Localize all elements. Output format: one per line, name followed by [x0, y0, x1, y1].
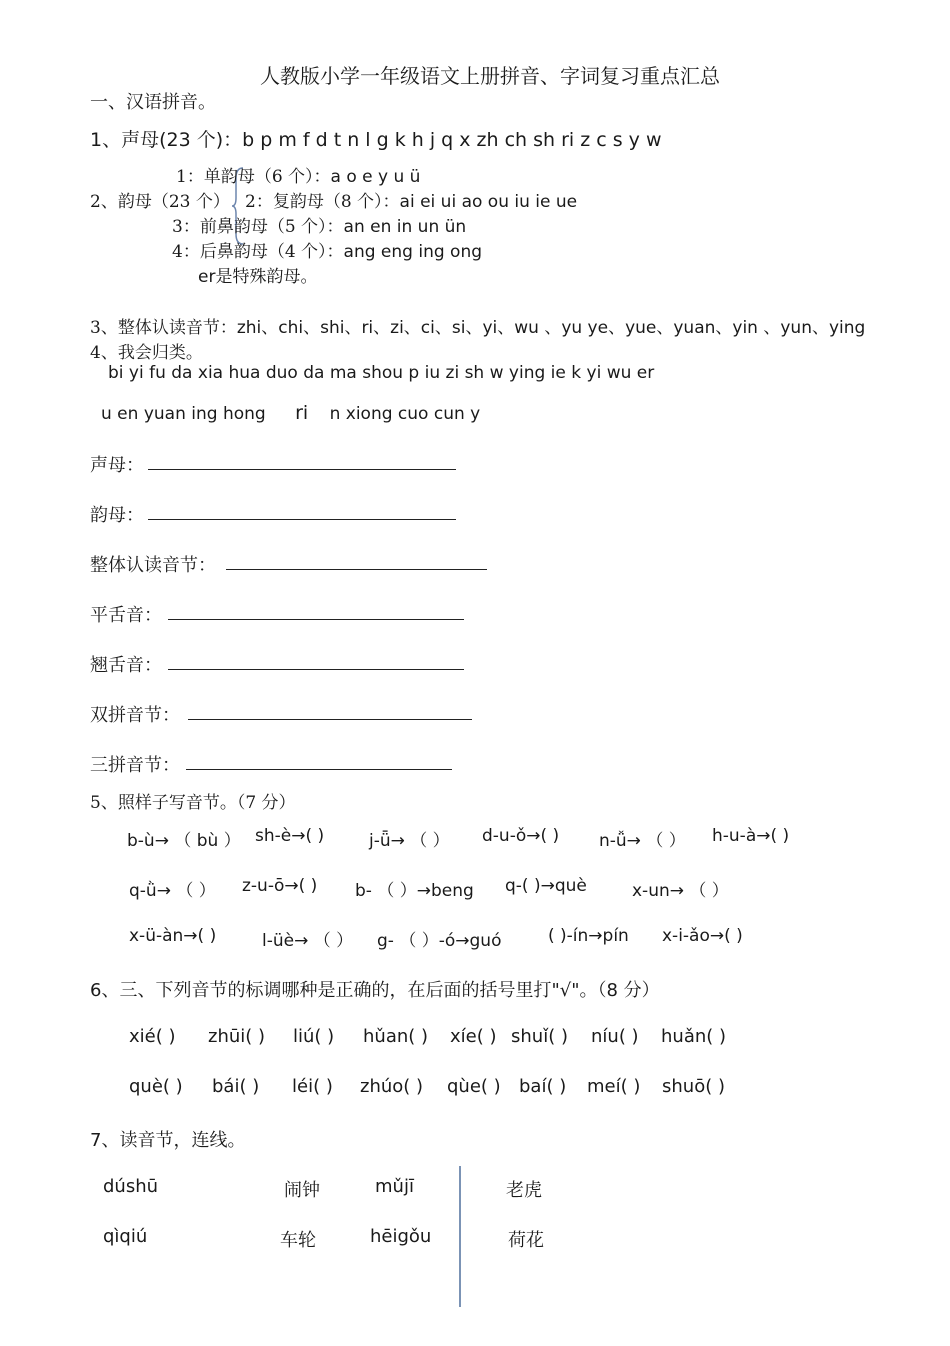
finals-line-4	[172, 237, 482, 262]
item6-cell[interactable]: zhūi( )	[208, 1026, 266, 1047]
finals-line-4-content: ang eng ing ong	[343, 242, 483, 262]
item5-cell[interactable]: l-üè→ （ ）	[262, 931, 354, 951]
item6-cell[interactable]: baí( )	[519, 1076, 567, 1097]
item6-label: 6、三、下列音节的标调哪种是正确的，在后面的括号里打"√"。（8 分）	[90, 980, 660, 1001]
item6-cell[interactable]: què( )	[129, 1076, 183, 1097]
item3-whole-syllables	[90, 313, 865, 338]
item5-cell[interactable]: h-u-à→( )	[712, 826, 790, 846]
item6-cell[interactable]: zhúo( )	[360, 1076, 424, 1097]
answer-line-three-part[interactable]	[186, 769, 452, 770]
item4-label: 4、我会归类。	[90, 343, 203, 363]
answer-line-two-part[interactable]	[188, 719, 472, 720]
section-heading-pinyin: 一、汉语拼音。	[90, 92, 216, 113]
answer-line-retroflex[interactable]	[168, 669, 464, 670]
item5-cell[interactable]: sh-è→( )	[255, 826, 325, 846]
item4-row2-ri: ri	[295, 402, 309, 424]
item6-cell[interactable]: meí( )	[587, 1076, 641, 1097]
item6-cell[interactable]: qùe( )	[447, 1076, 501, 1097]
category-label-initials: 声母：	[90, 455, 144, 476]
item3-content: zhi、chi、shi、ri、zi、ci、si、yi、wu 、yu ye、yue、yuan、yin 、yun、ying	[236, 318, 866, 338]
match-pinyin-right[interactable]: hēigǒu	[370, 1226, 432, 1247]
finals-line-3-content: an en in un ün	[343, 217, 467, 237]
item5-cell[interactable]: b- （ ）→beng	[355, 881, 474, 901]
item6-cell[interactable]: huǎn( )	[661, 1026, 727, 1047]
item6-cell[interactable]: xíe( )	[450, 1026, 497, 1047]
item4-syllables-row-2	[101, 402, 480, 424]
answer-line-flat-tongue[interactable]	[168, 619, 464, 620]
item5-cell[interactable]: z-u-ō→( )	[242, 876, 318, 896]
item6-cell[interactable]: níu( )	[591, 1026, 639, 1047]
item5-cell[interactable]: n-ǚ→ （ ）	[599, 831, 686, 851]
item6-cell[interactable]: shuō( )	[662, 1076, 725, 1097]
item5-cell[interactable]: x-ü-àn→( )	[129, 926, 217, 946]
item6-cell[interactable]: bái( )	[212, 1076, 260, 1097]
finals-line-4-label: 4：后鼻韵母（4 个）：	[172, 242, 344, 262]
answer-line-finals[interactable]	[148, 519, 456, 520]
item5-cell[interactable]: g- （ ）-ó→guó	[377, 931, 502, 951]
match-pinyin-left[interactable]: dúshū	[103, 1176, 159, 1197]
finals-line-1	[176, 162, 420, 187]
finals-line-3	[172, 212, 466, 237]
item1-content: b p m f d t n l g k h j q x zh ch sh ri z c s y w	[242, 129, 662, 151]
finals-special-er: er	[198, 267, 216, 287]
item5-cell[interactable]: b-ù→ （ bù ）	[127, 831, 241, 851]
match-pinyin-right[interactable]: mǔjī	[375, 1176, 414, 1197]
page-title: 人教版小学一年级语文上册拼音、字词复习重点汇总	[260, 64, 720, 88]
item4-row2-part-a: u en yuan ing hong	[101, 404, 266, 424]
finals-special	[198, 262, 317, 287]
match-word-left[interactable]: 车轮	[280, 1230, 316, 1251]
match-word-right[interactable]: 老虎	[506, 1180, 542, 1201]
item6-cell[interactable]: léi( )	[292, 1076, 333, 1097]
item5-cell[interactable]: j-ǖ→ （ ）	[369, 831, 450, 851]
category-label-two-part: 双拼音节：	[90, 705, 180, 726]
finals-line-1-label: 1：单韵母（6 个）：	[176, 167, 331, 187]
item4-syllables-row-1: bi yi fu da xia hua duo da ma shou p iu zi sh w ying ie k yi wu er	[108, 363, 655, 383]
matching-divider	[459, 1166, 461, 1307]
item5-cell[interactable]: q-ǜ→ （ ）	[129, 881, 216, 901]
item5-label: 5、照样子写音节。（7 分）	[90, 793, 296, 813]
item5-cell[interactable]: ( )-ín→pín	[548, 926, 629, 946]
item3-label: 3、整体认读音节：	[90, 318, 237, 338]
finals-line-2-content: ai ei ui ao ou iu ie ue	[399, 192, 578, 212]
item4-row2-part-b: n xiong cuo cun y	[329, 404, 481, 424]
category-label-flat-tongue: 平舌音：	[90, 605, 162, 626]
item7-label: 7、读音节，连线。	[90, 1130, 246, 1151]
item5-cell[interactable]: x-i-ǎo→( )	[662, 926, 743, 946]
item2-label: 2、韵母（23 个）	[90, 192, 230, 212]
finals-line-3-label: 3：前鼻韵母（5 个）：	[172, 217, 344, 237]
item5-cell[interactable]: d-u-ǒ→( )	[482, 826, 560, 846]
item6-cell[interactable]: xié( )	[129, 1026, 176, 1047]
category-label-three-part: 三拼音节：	[90, 755, 180, 776]
answer-line-initials[interactable]	[148, 469, 456, 470]
item1-label: 1、声母(23 个)：	[90, 129, 243, 151]
item5-cell[interactable]: x-un→ （ ）	[632, 881, 729, 901]
finals-line-2	[245, 187, 577, 212]
match-word-left[interactable]: 闹钟	[284, 1180, 320, 1201]
match-pinyin-left[interactable]: qìqiú	[103, 1226, 148, 1247]
finals-special-text: 是特殊韵母。	[215, 267, 318, 287]
finals-line-2-label: 2：复韵母（8 个）：	[245, 192, 400, 212]
category-label-retroflex: 翘舌音：	[90, 655, 162, 676]
item6-cell[interactable]: hǔan( )	[363, 1026, 429, 1047]
item6-cell[interactable]: liú( )	[293, 1026, 335, 1047]
category-label-whole-syllables: 整体认读音节：	[90, 555, 216, 576]
category-label-finals: 韵母：	[90, 505, 144, 526]
answer-line-whole-syllables[interactable]	[226, 569, 487, 570]
item5-cell[interactable]: q-( )→què	[505, 876, 587, 896]
item6-cell[interactable]: shuǐ( )	[511, 1026, 568, 1047]
item1-initials	[90, 125, 662, 152]
match-word-right[interactable]: 荷花	[508, 1230, 544, 1251]
finals-line-1-content: a o e y u ü	[330, 167, 421, 187]
